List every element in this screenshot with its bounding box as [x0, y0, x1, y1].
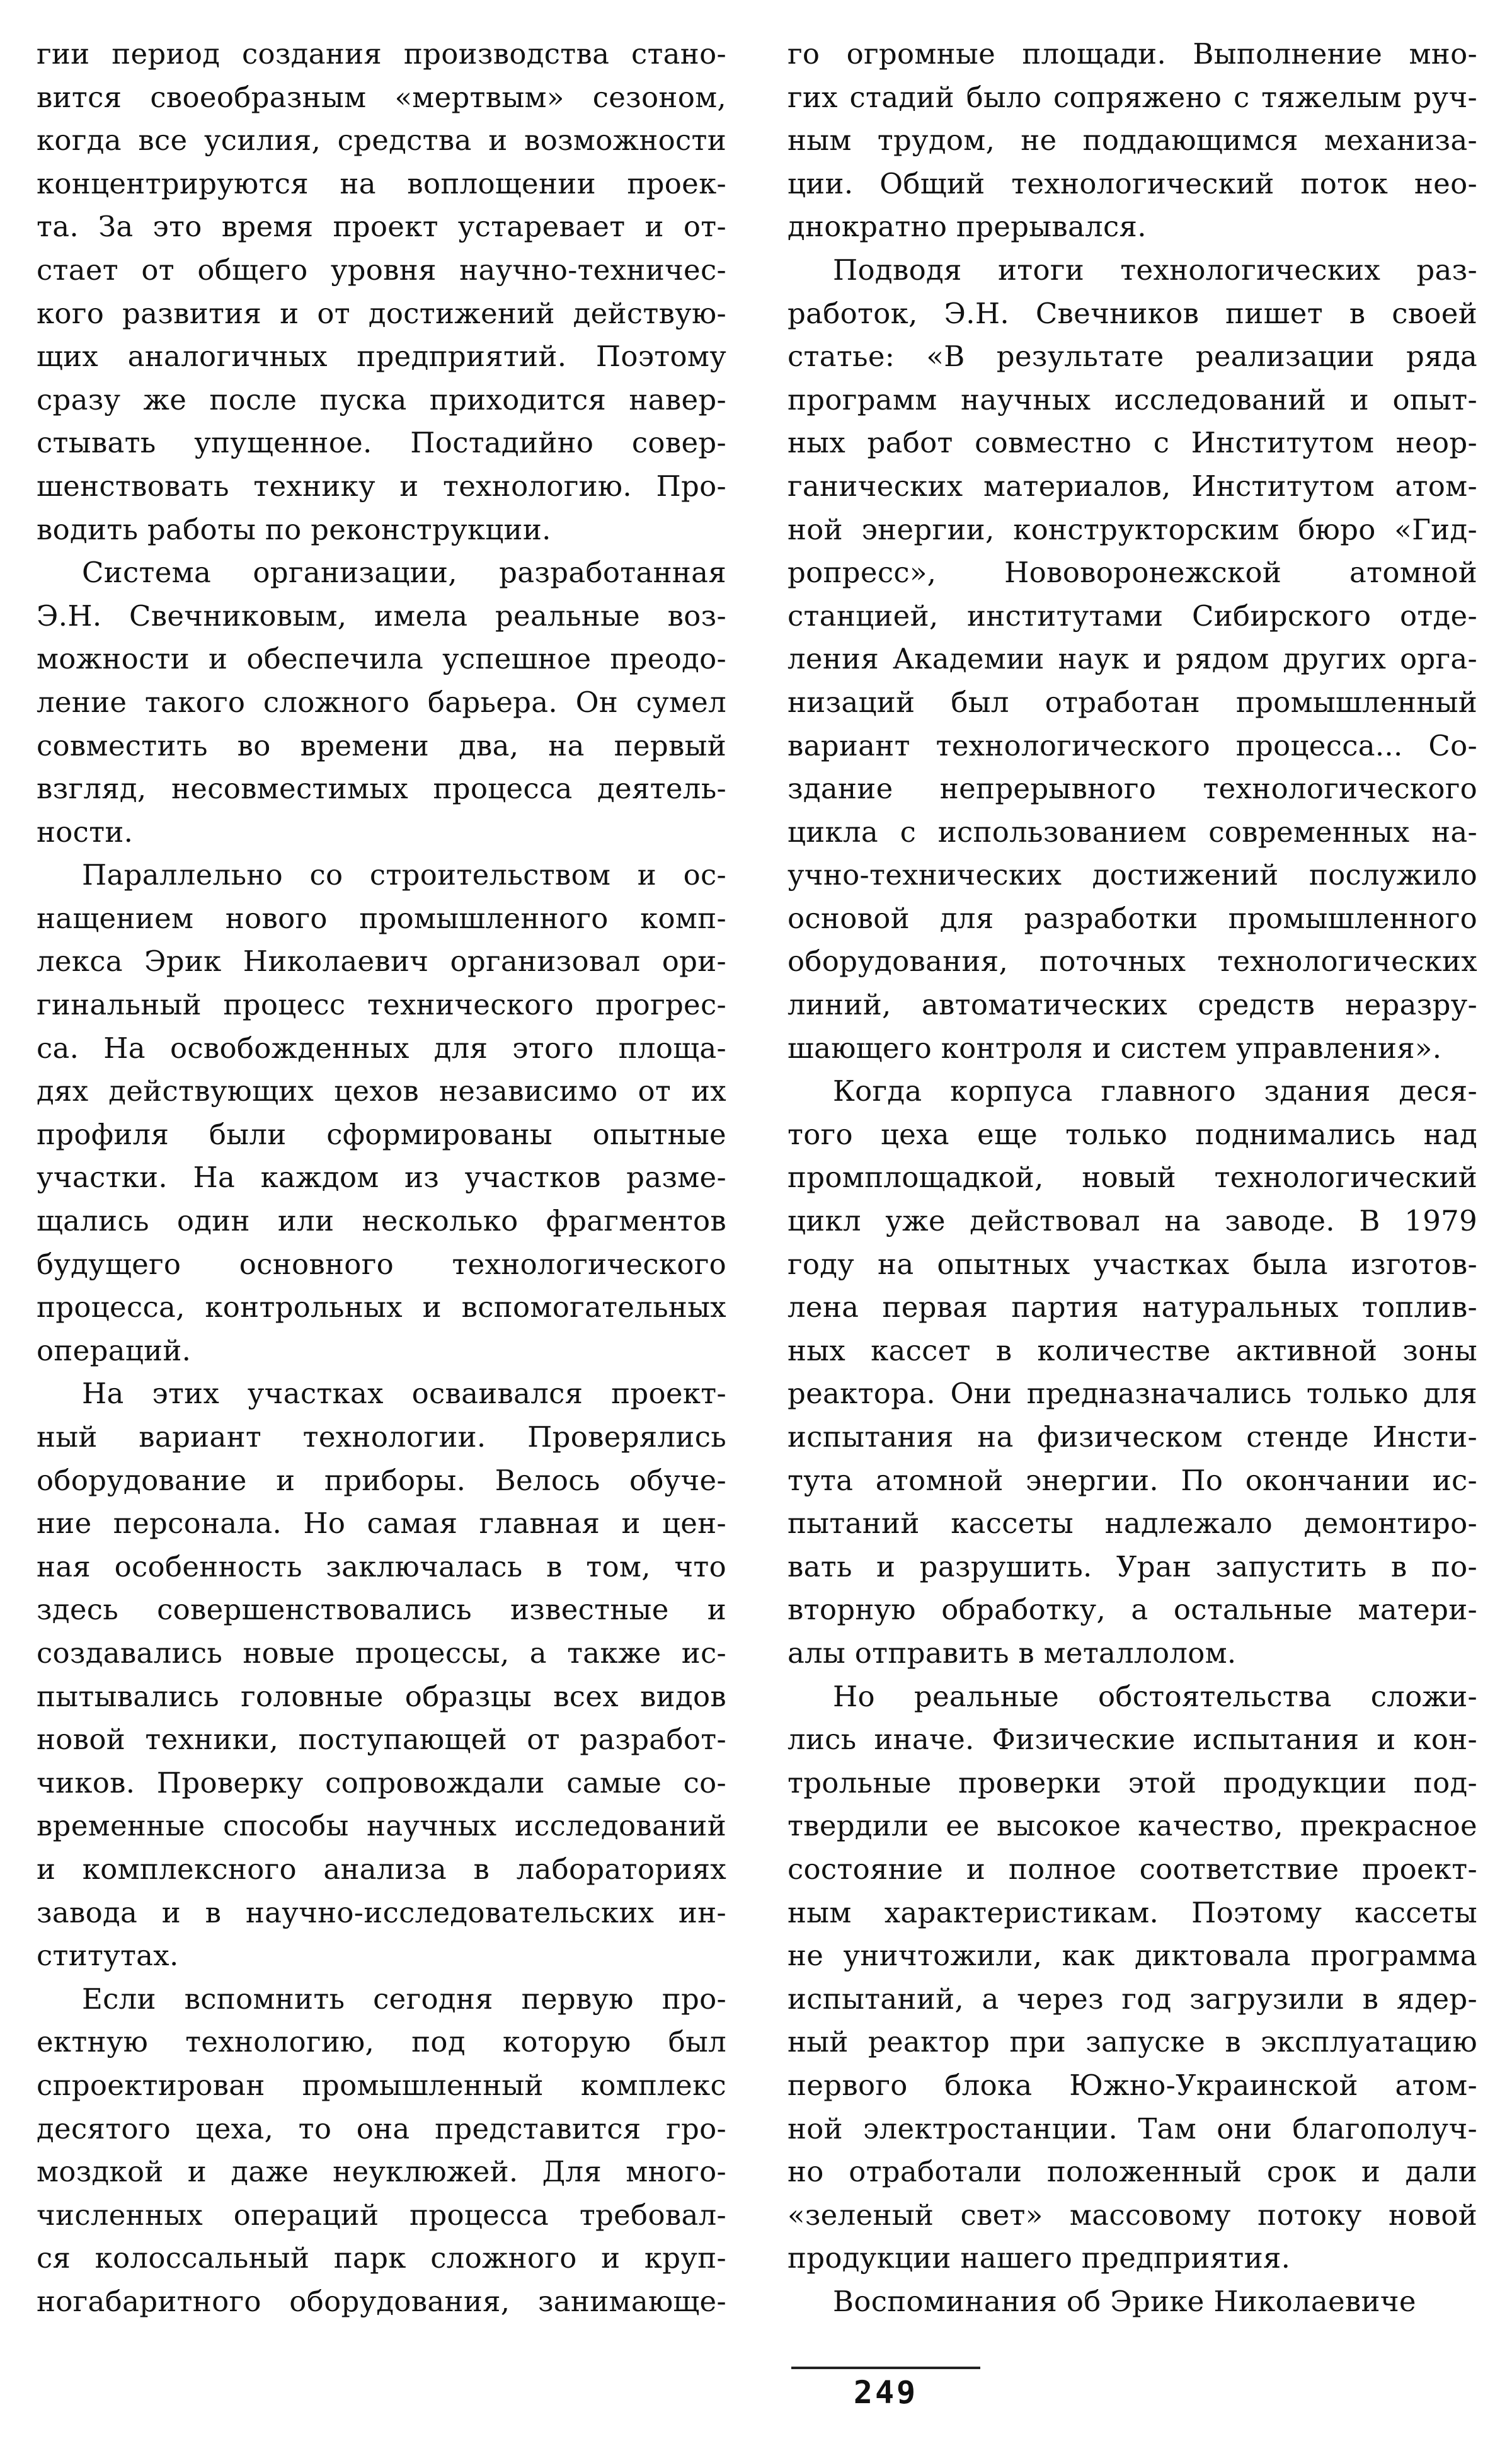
text-line: ных кассет в количестве активной зоны — [788, 1333, 1477, 1367]
text-line: водить работы по реконструкции. — [37, 512, 551, 546]
text-line: ной электростанции. Там они благополуч- — [788, 2111, 1477, 2145]
text-line: трольные проверки этой продукции под- — [788, 1766, 1477, 1800]
text-line: цикл уже действовал на заводе. В 1979 — [788, 1204, 1477, 1238]
text-line: ние персонала. Но самая главная и цен- — [37, 1507, 726, 1541]
text-line: спроектирован промышленный комплекс — [37, 2068, 726, 2102]
text-line: не уничтожили, как диктовала программа — [788, 1939, 1477, 1973]
text-line: промплощадкой, новый технологический — [788, 1161, 1477, 1195]
text-line: первого блока Южно-Украинской атом- — [788, 2068, 1477, 2102]
text-line: низаций был отработан промышленный — [788, 685, 1477, 719]
text-line: днократно прерывался. — [788, 210, 1147, 244]
right-text-column — [788, 33, 1477, 2323]
text-line: Система организации, разработанная — [82, 556, 726, 590]
text-line: ным трудом, не поддающимся механиза- — [788, 123, 1477, 158]
text-line: шенствовать технику и технологию. Про- — [37, 469, 726, 503]
text-line: основой для разработки промышленного — [788, 901, 1477, 935]
text-line: можности и обеспечила успешное преодо- — [37, 642, 726, 676]
text-line: твердили ее высокое качество, прекрасное — [788, 1809, 1477, 1843]
text-line: ропресс», Нововоронежской атомной — [788, 556, 1477, 590]
text-line: ся колоссальный парк сложного и круп- — [37, 2241, 726, 2275]
text-line: чиков. Проверку сопровождали самые со- — [37, 1766, 726, 1800]
text-line: временные способы научных исследований — [37, 1809, 726, 1843]
text-line: испытания на физическом стенде Инсти- — [788, 1420, 1477, 1454]
text-line: здесь совершенствовались известные и — [37, 1593, 726, 1627]
text-line: создавались новые процессы, а также ис- — [37, 1636, 726, 1670]
text-line: ление такого сложного барьера. Он сумел — [37, 685, 726, 719]
text-line: алы отправить в металлолом. — [788, 1636, 1237, 1670]
text-line: десятого цеха, то она представится гро- — [37, 2111, 726, 2145]
text-line: оборудования, поточных технологических — [788, 945, 1477, 979]
text-line: Если вспомнить сегодня первую про- — [82, 1982, 726, 2016]
text-line: здание непрерывного технологического — [788, 772, 1477, 806]
text-line: вторную обработку, а остальные матери- — [788, 1593, 1477, 1627]
text-line: Э.Н. Свечниковым, имела реальные воз- — [37, 599, 726, 633]
text-line: стает от общего уровня научно-техничес- — [37, 253, 726, 287]
left-text-column — [37, 33, 726, 2323]
text-line: численных операций процесса требовал- — [37, 2198, 726, 2232]
text-line: цикла с использованием современных на- — [788, 815, 1477, 849]
text-line: и комплексного анализа в лабораториях — [37, 1852, 726, 1886]
text-line: профиля были сформированы опытные — [37, 1117, 726, 1151]
text-line: лись иначе. Физические испытания и кон- — [788, 1723, 1477, 1757]
text-line: Когда корпуса главного здания деся- — [833, 1074, 1477, 1108]
text-line: ности. — [37, 815, 134, 849]
text-line: гинальный процесс технического прогрес- — [37, 988, 726, 1022]
page-number: 249 — [853, 2374, 919, 2411]
text-line: взгляд, несовместимых процесса деятель- — [37, 772, 726, 806]
text-line: вится своеобразным «мертвым» сезоном, — [37, 80, 726, 114]
text-line: участки. На каждом из участков разме- — [37, 1161, 726, 1195]
text-line: продукции нашего предприятия. — [788, 2241, 1291, 2275]
text-line: пытывались головные образцы всех видов — [37, 1679, 726, 1713]
text-line: Воспоминания об Эрике Николаевиче — [833, 2284, 1416, 2318]
text-line: процесса, контрольных и вспомогательных — [37, 1290, 726, 1324]
text-line: Параллельно со строительством и ос- — [82, 858, 726, 892]
text-line: ным характеристикам. Поэтому кассеты — [788, 1895, 1477, 1929]
text-line: ганических материалов, Институтом атом- — [788, 469, 1477, 503]
text-line: щих аналогичных предприятий. Поэтому — [37, 340, 726, 374]
text-line: линий, автоматических средств неразру- — [788, 988, 1477, 1022]
text-line: ный реактор при запуске в эксплуатацию — [788, 2025, 1477, 2059]
text-line: На этих участках осваивался проект- — [82, 1377, 726, 1411]
text-line: тута атомной энергии. По окончании ис- — [788, 1463, 1477, 1497]
text-line: щались один или несколько фрагментов — [37, 1204, 726, 1238]
text-line: Но реальные обстоятельства сложи- — [833, 1679, 1477, 1713]
text-line: гии период создания производства стано- — [37, 37, 726, 71]
text-line: ектную технологию, под которую был — [37, 2025, 726, 2059]
text-line: ститутах. — [37, 1939, 179, 1973]
text-line: са. На освобожденных для этого площа- — [37, 1031, 726, 1065]
text-line: реактора. Они предназначались только для — [788, 1377, 1477, 1411]
text-line: будущего основного технологического — [37, 1247, 726, 1281]
text-line: нащением нового промышленного комп- — [37, 901, 726, 935]
text-line: ных работ совместно с Институтом неор- — [788, 426, 1477, 460]
text-line: совместить во времени два, на первый — [37, 728, 726, 762]
text-line: стывать упущенное. Постадийно совер- — [37, 426, 726, 460]
text-line: но отработали положенный срок и дали — [788, 2155, 1477, 2189]
footer-rule — [791, 2367, 980, 2369]
text-line: испытаний, а через год загрузили в ядер- — [788, 1982, 1477, 2016]
text-line: того цеха еще только поднимались над — [788, 1117, 1477, 1151]
text-line: когда все усилия, средства и возможности — [37, 123, 726, 158]
text-line: концентрируются на воплощении проек- — [37, 166, 726, 200]
text-line: вариант технологического процесса... Со- — [788, 728, 1477, 762]
text-line: «зеленый свет» массовому потоку новой — [788, 2198, 1477, 2232]
text-line: новой техники, поступающей от разработ- — [37, 1723, 726, 1757]
text-line: статье: «В результате реализации ряда — [788, 340, 1477, 374]
text-line: кого развития и от достижений действую- — [37, 296, 726, 330]
text-line: лена первая партия натуральных топлив- — [788, 1290, 1477, 1324]
text-line: сразу же после пуска приходится навер- — [37, 382, 726, 416]
text-line: программ научных исследований и опыт- — [788, 382, 1477, 416]
text-line: станцией, институтами Сибирского отде- — [788, 599, 1477, 633]
text-line: лекса Эрик Николаевич организовал ори- — [37, 945, 726, 979]
text-line: моздкой и даже неуклюжей. Для много- — [37, 2155, 726, 2189]
text-line: операций. — [37, 1333, 192, 1367]
text-line: ной энергии, конструкторским бюро «Гид- — [788, 512, 1477, 546]
text-line: работок, Э.Н. Свечников пишет в своей — [788, 296, 1477, 330]
text-line: завода и в научно-исследовательских ин- — [37, 1895, 726, 1929]
text-line: состояние и полное соответствие проект- — [788, 1852, 1477, 1886]
text-line: дях действующих цехов независимо от их — [37, 1074, 726, 1108]
text-line: та. За это время проект устаревает и от- — [37, 210, 726, 244]
text-line: вать и разрушить. Уран запустить в по- — [788, 1549, 1477, 1583]
text-line: учно-технических достижений послужило — [788, 858, 1477, 892]
text-line: шающего контроля и систем управления». — [788, 1031, 1442, 1065]
text-line: ная особенность заключалась в том, что — [37, 1549, 726, 1583]
text-line: году на опытных участках была изготов- — [788, 1247, 1477, 1281]
text-line: ции. Общий технологический поток нео- — [788, 166, 1477, 200]
text-line: ления Академии наук и рядом других орга- — [788, 642, 1477, 676]
text-line: Подводя итоги технологических раз- — [833, 253, 1477, 287]
text-line: оборудование и приборы. Велось обуче- — [37, 1463, 726, 1497]
text-line: пытаний кассеты надлежало демонтиро- — [788, 1507, 1477, 1541]
text-line: гих стадий было сопряжено с тяжелым руч- — [788, 80, 1477, 114]
text-line: ный вариант технологии. Проверялись — [37, 1420, 726, 1454]
text-line: го огромные площади. Выполнение мно- — [788, 37, 1477, 71]
text-line: ногабаритного оборудования, занимающе- — [37, 2284, 726, 2318]
